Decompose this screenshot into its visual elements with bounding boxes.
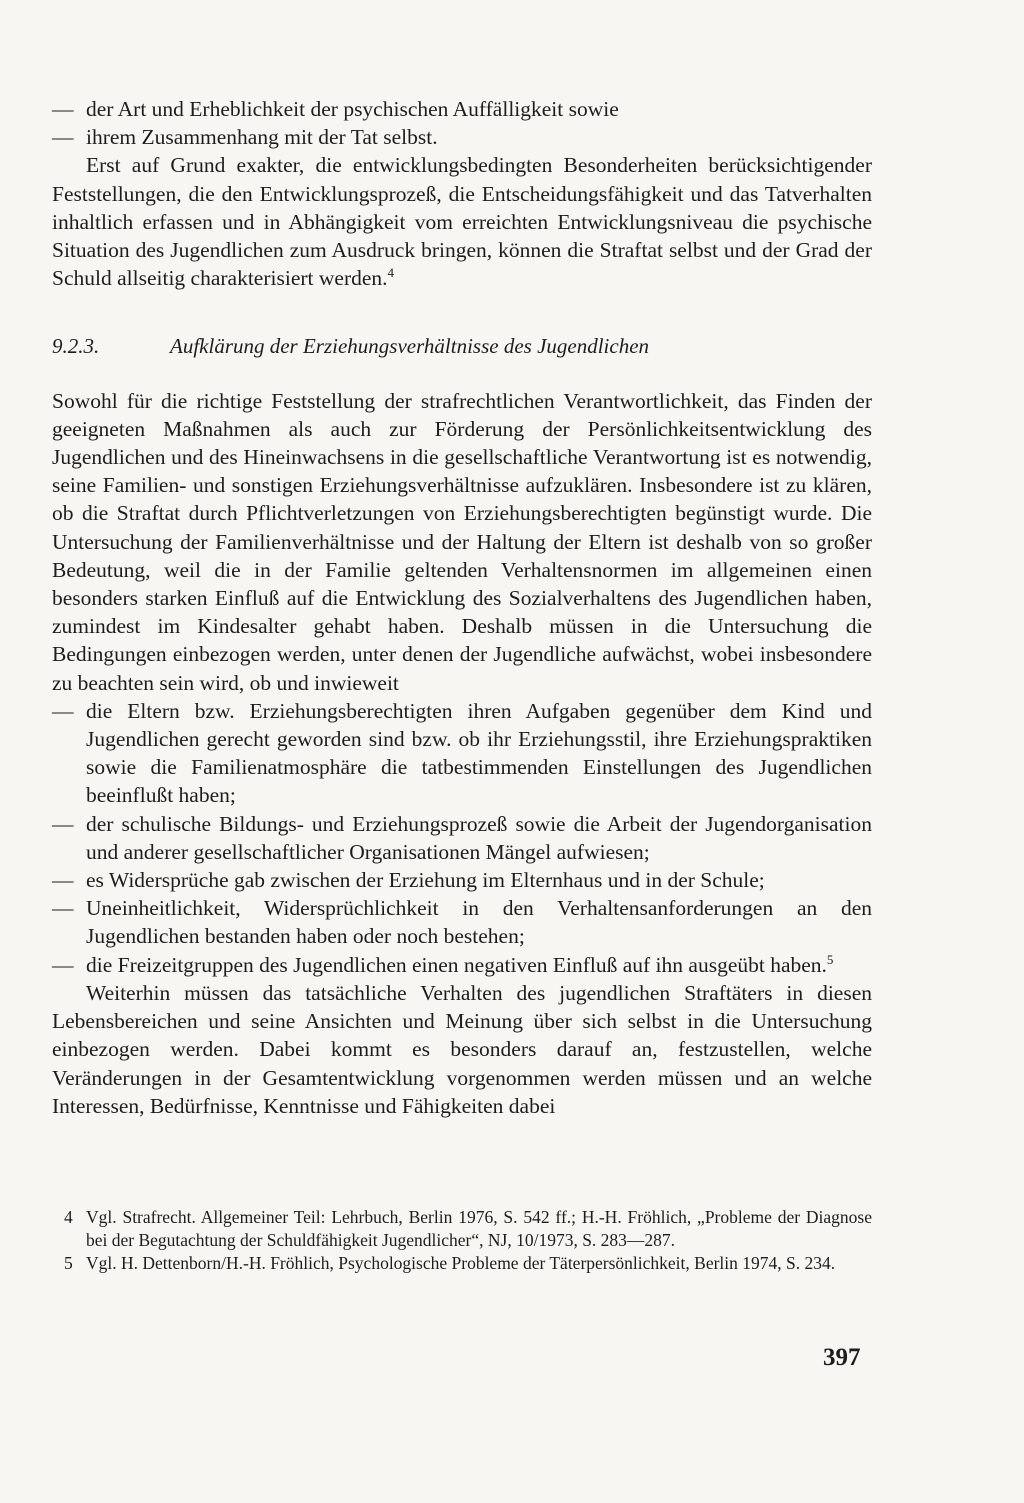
section-number: 9.2.3. bbox=[52, 334, 100, 359]
main-text bbox=[52, 95, 872, 1120]
footnote-number: 4 bbox=[64, 1207, 73, 1227]
list-item: — der Art und Erheblichkeit der psychischen Auffälligkeit sowie bbox=[52, 95, 872, 123]
list-item: — es Widersprüche gab zwischen der Erziehung im Elternhaus und in der Schule; bbox=[52, 866, 872, 894]
footnotes bbox=[52, 1206, 872, 1276]
paragraph-1 bbox=[52, 151, 872, 292]
footnote-text: Vgl. H. Dettenborn/H.-H. Fröhlich, Psychologische Probleme der Täterpersönlichkeit, Berlin 1974, S. 234. bbox=[86, 1253, 836, 1273]
footnote-text: Vgl. Strafrecht. Allgemeiner Teil: Lehrbuch, Berlin 1976, S. 542 ff.; H.-H. Fröhlich, „Probleme der Diagnose bei der Begutachtung der Schuldfähigkeit Jugendlicher“, NJ, 10/1973, S. 283—287. bbox=[86, 1207, 872, 1250]
paragraph-3: Weiterhin müssen das tatsächliche Verhalten des jugendlichen Straftäters in diesen Lebensbereichen und seine Ansichten und Meinung über sich selbst in die Untersuchung einbezogen werden. Dabei kommt es besonders darauf an, festzustellen, welche Veränderungen in der Gesamtentwicklung vorgenommen werden müssen und an welche Interessen, Bedürfnisse, Kenntnisse und Fähigkeiten dabei bbox=[52, 980, 872, 1118]
list-item: — Uneinheitlichkeit, Widersprüchlichkeit in den Verhaltensanforderungen an den Jugendlichen bestanden haben oder noch bestehen; bbox=[52, 894, 872, 950]
paragraph-text: Erst auf Grund exakter, die entwicklungsbedingten Besonderheiten berücksichtigender Feststellungen, die den Entwicklungsprozeß, die Entscheidungsfähigkeit und das Tatverhalten inhaltlich erfassen und in Abhängigkeit vom erreichten Entwicklungsniveau die psychische Situation des Jugendlichen zum Ausdruck bringen, können die Straftat selbst und der Grad der Schuld allseitig charakterisiert werden. bbox=[52, 153, 872, 291]
list-item: — die Eltern bzw. Erziehungsberechtigten ihren Aufgaben gegenüber dem Kind und Jugendlichen gerecht geworden sind bzw. ob ihr Erziehungsstil, ihre Erziehungspraktiken sowie die Familienatmosphäre die tatbestimmenden Einstellungen des Jugendlichen beeinflußt haben; bbox=[52, 697, 872, 810]
paragraph-2: Sowohl für die richtige Feststellung der strafrechtlichen Verantwortlichkeit, das Finden der geeigneten Maßnahmen als auch zur Förderung der Persönlichkeitsentwicklung des Jugendlichen und des Hineinwachsens in die gesellschaftliche Verantwortung ist es notwendig, seine Familien- und sonstigen Erziehungsverhältnisse aufzuklären. Insbesondere ist zu klären, ob die Straftat durch Pflichtverletzungen von Erziehungsberechtigten begünstigt wurde. Die Untersuchung der Familienverhältnisse und der Haltung der Eltern ist deshalb von so großer Bedeutung, weil die in der Familie geltenden Verhaltensnormen im allgemeinen einen besonders starken Einfluß auf die Entwicklung des Sozialverhaltens des Jugendlichen haben, zumindest im Kindesalter gehabt haben. Deshalb müssen in die Untersuchung die Bedingungen einbezogen werden, unter denen der Jugendliche aufwächst, wobei insbesondere zu beachten sein wird, ob und inwieweit bbox=[52, 388, 872, 695]
list-item: — ihrem Zusammenhang mit der Tat selbst. bbox=[52, 123, 872, 151]
page-number: 397 bbox=[823, 1344, 861, 1371]
footnote-ref: 4 bbox=[387, 265, 395, 281]
footnote-number: 5 bbox=[64, 1253, 73, 1273]
section-title: Aufklärung der Erziehungsverhältnisse des Jugendlichen bbox=[170, 334, 650, 359]
footnote-ref: 5 bbox=[826, 951, 834, 967]
section-heading bbox=[52, 332, 872, 360]
list-item: — der schulische Bildungs- und Erziehungsprozeß sowie die Arbeit der Jugendorganisation und anderer gesellschaftlicher Organisationen Mängel aufwiesen; bbox=[52, 810, 872, 866]
condition-list bbox=[52, 697, 872, 979]
list-item-last bbox=[52, 951, 872, 979]
footnote bbox=[52, 1252, 872, 1275]
footnote bbox=[52, 1206, 872, 1251]
list-item-text: die Freizeitgruppen des Jugendlichen einen negativen Einfluß auf ihn ausgeübt haben. bbox=[86, 952, 827, 977]
top-dash-list bbox=[52, 95, 872, 151]
